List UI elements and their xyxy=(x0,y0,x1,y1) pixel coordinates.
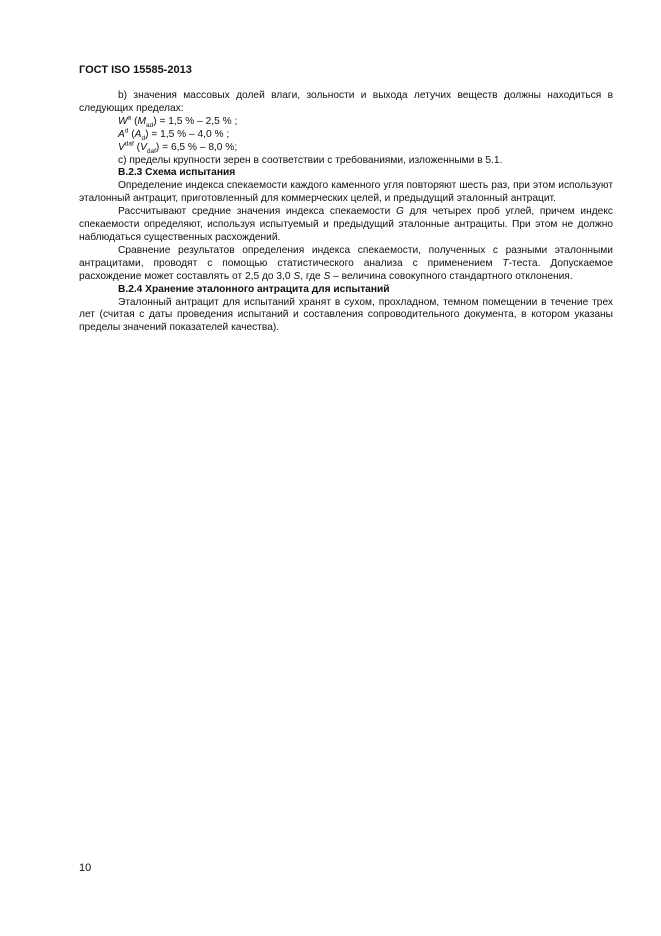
variable-g: G xyxy=(395,206,404,218)
paragraph-b24-1: Эталонный антрацит для испытаний хранят в сухом, прохладном, темном помещении в течение трех лет (считая с даты проведения испытаний и составления сопроводительного документа, в котором указаны пределы значений показателей качества). xyxy=(79,296,613,334)
text-run: -теста. Допускаемое расхождение может составлять от 2,5 до 3,0 xyxy=(79,257,613,282)
page-content xyxy=(79,90,613,335)
item-c: с) пределы крупности зерен в соответствии с требованиями, изложенными в 5.1. xyxy=(118,154,503,166)
formula-range: = 1,5 % – 4,0 % ; xyxy=(148,128,230,140)
formula-symbol: M xyxy=(137,115,146,127)
text-run: Рассчитывают средние значения индекса спекаемости xyxy=(118,206,396,218)
formula-volatile: $V^{daf}$ $(V_{daf}) = 6,5$ % – 8,0 %; xyxy=(118,140,238,155)
formula-symbol: V xyxy=(118,141,125,153)
section-heading-b24: В.2.4 Хранение эталонного антрацита для испытаний xyxy=(118,283,390,295)
formula-symbol: A xyxy=(134,128,142,140)
text-run: , где xyxy=(300,270,324,282)
formula-superscript: a xyxy=(127,114,132,122)
formula-symbol: A xyxy=(118,128,125,140)
paragraph-b23-2 xyxy=(79,206,613,245)
formula-symbol: V xyxy=(140,141,147,153)
formula-subscript: d xyxy=(141,134,146,142)
variable-s: S xyxy=(293,270,301,282)
text-run: для четырех проб углей, причем индекс спекаемости определяют, используя испытуемый и предыдущий эталонные антрациты. При этом не должно наблюдаться существенных расхождений. xyxy=(79,206,613,243)
item-b-intro: b) значения массовых долей влаги, зольности и выхода летучих веществ должны находиться в следующих пределах: xyxy=(79,90,613,114)
formula-range: = 1,5 % – 2,5 % ; xyxy=(156,115,238,127)
paragraph-b23-3 xyxy=(79,245,613,284)
formula-ash: $A^d$ $(A_d) = 1,5$ % – 4,0 % ; xyxy=(118,127,230,142)
formula-superscript: daf xyxy=(124,140,134,148)
text-run: Сравнение результатов определения индекса спекаемости, полученных с разными эталонными антрацитами, проводят с помощью статистического анализа с применением xyxy=(79,244,613,269)
formula-superscript: d xyxy=(124,127,129,135)
variable-t: Т xyxy=(502,257,509,269)
formula-symbol: W xyxy=(118,115,128,127)
variable-s: S xyxy=(323,270,331,282)
section-heading-b23: В.2.3 Схема испытания xyxy=(118,167,236,179)
formula-range: = 6,5 % – 8,0 %; xyxy=(159,141,238,153)
page-number: 10 xyxy=(79,862,92,874)
paragraph-b23-1: Определение индекса спекаемости каждого каменного угля повторяют шесть раз, при этом используют эталонный антрацит, приготовленный для коммерческих целей, и предыдущий эталонный антрацит. xyxy=(79,180,613,205)
formula-subscript: daf xyxy=(146,147,156,155)
formula-moisture: $W^a$ $(M_{ad}) = 1,5$ % – 2,5 % ; xyxy=(118,114,238,129)
document-code-header: ГОСТ ISO 15585-2013 xyxy=(79,64,192,76)
text-run: – величина совокупного стандартного отклонения. xyxy=(330,270,573,282)
formula-subscript: ad xyxy=(145,121,154,129)
